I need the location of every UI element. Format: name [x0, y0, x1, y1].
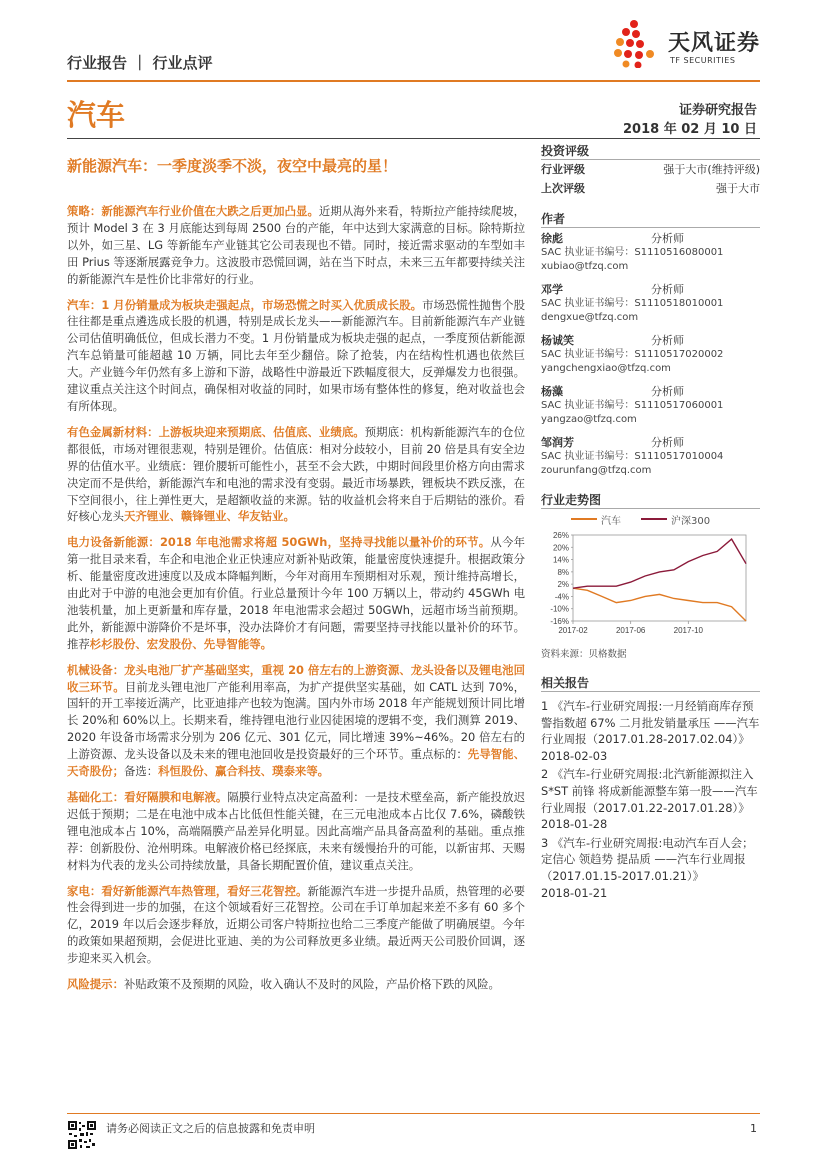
author-email[interactable]: yangchengxiao@tfzq.com: [541, 363, 671, 374]
related-report-date: 2018-01-21: [541, 885, 608, 900]
logo-dots-icon: [612, 18, 662, 68]
chart-source: 资料来源：贝格数据: [541, 649, 627, 660]
author-email[interactable]: yangzao@tfzq.com: [541, 414, 637, 425]
paragraph-text: 备选：: [123, 764, 159, 779]
chart-title: 行业走势图: [541, 491, 760, 509]
body-paragraph: [67, 789, 525, 874]
x-tick-label: 2017-02: [558, 626, 588, 635]
series-line-hs300: [573, 539, 746, 588]
paragraph-lead: 电力设备新能源：2018 年电池需求将超 50GWh，坚持寻找能以量补价的环节。: [67, 535, 491, 550]
brand-logo: [612, 18, 762, 76]
authors-title: 作者: [541, 210, 760, 228]
rating-row: [541, 179, 760, 198]
rating-label: 上次评级: [541, 182, 585, 195]
author-license: SAC 执业证书编号：S1110517020002: [541, 349, 724, 360]
legend-label: 汽车: [601, 515, 621, 527]
report-headline: 新能源汽车：一季度淡季不淡，夜空中最亮的星！: [67, 157, 398, 175]
author-card: [541, 279, 760, 330]
body-paragraph: [67, 534, 525, 652]
body-paragraph: [67, 976, 525, 993]
paragraph-emphasis: 先导智能、天奇股份；: [67, 747, 525, 779]
author-card: [541, 228, 760, 279]
y-tick-label: -4%: [554, 592, 569, 602]
related-report-link[interactable]: 3 《汽车-行业研究周报:电动汽车百人会；定信心 领趋势 提品质 ——汽车行业周报（2017.01.15-2017.01.21）》: [541, 835, 754, 883]
sidebar: [541, 142, 760, 903]
author-card: [541, 330, 760, 381]
legend-label: 沪深300: [671, 515, 711, 527]
y-tick-label: 2%: [557, 580, 569, 590]
paragraph-emphasis: 杉杉股份、宏发股份、先导智能等。: [89, 636, 273, 651]
y-tick-label: 14%: [552, 555, 569, 565]
author-license: SAC 执业证书编号：S1110517060001: [541, 400, 724, 411]
y-tick-label: 20%: [552, 543, 569, 553]
series-line-auto: [573, 588, 746, 621]
x-tick-label: 2017-06: [615, 626, 646, 635]
author-name: 杨诚笑: [541, 334, 574, 347]
brand-name: 天风证券: [668, 31, 761, 56]
paragraph-text: 目前龙头锂电池厂产能利用率高，为扩产提供坚实基础，如 CATL 达到 70%，国轩的开工率接近满产，比亚迪排产也较为饱满。国内外市场 2018 年产能规划预计同比增长 20%和 60%以上。长期来看，维持锂电池行业囚徒困境的逻辑不变，我们测算 2019、2020 年设备市场需求分别为 206 亿元、301 亿元，同比增速 39%~46%。20 倍左右的上游资源、龙头设备以及未来的锂电池回收是投资最好的三个环节。重点标的：: [67, 679, 525, 762]
author-role: 分析师: [651, 385, 684, 398]
body-paragraph: [67, 297, 525, 415]
author-name: 邹润芳: [541, 436, 574, 449]
author-name: 邓学: [541, 283, 563, 296]
body-paragraph: [67, 662, 525, 780]
author-card: [541, 381, 760, 432]
brand-name-en: TF SECURITIES: [670, 56, 736, 65]
rating-value: 强于大市(维持评级): [663, 163, 760, 176]
legend-item-auto: [571, 512, 621, 527]
paragraph-lead: 机械设备：龙头电池厂扩产基础坚实，重视 20 倍左右的上游资源、龙头设备以及锂电池回收三环节。: [67, 662, 525, 694]
body-paragraph: [67, 883, 525, 968]
page-number: 1: [750, 1122, 757, 1135]
rating-row: [541, 160, 760, 179]
paragraph-text: 预期底：机构新能源汽车的仓位都很低，市场对锂很悲观，特别是锂价。估值底：相对分歧较小，目前 20 倍是具有安全边界的估值水平。业绩底：锂价腰斩可能性小，甚至不会大跌，中期时间段里价格方向由需求决定而不是供给，新能源汽车和电池的需求没有变弱。最近市场暴跌，锂板块不跌反涨，在下空间很小，往上弹性更大，是超额收益的来源。钴的收益机会将来自于后期钴的涨价。看好核心龙头: [67, 424, 525, 524]
qr-code-icon[interactable]: [67, 1120, 97, 1150]
paragraph-text: 从今年第一批目录来看，车企和电池企业正快速应对新补贴政策，能量密度快速提升。根据政策分析、能量密度改进速度以及成本降幅判断，今年对商用车预期相对乐观，预计维持高增长，由此对于中游的电池会更加有价值。行业总量预计今年 100 万辆以上，带动约 45GWh 电池装机量，加上更新量和库存量，2018 年电池需求会超过 50GWh，远超市场当前预期。此外，新能源中游降价不是坏事，没办法降价才有问题，需要坚持寻找能以量补价的环节。推荐: [67, 535, 525, 651]
chart-legend: [541, 509, 760, 529]
footer-disclaimer: 请务必阅读正文之后的信息披露和免责申明: [106, 1122, 315, 1135]
related-title: 相关报告: [541, 674, 760, 692]
y-tick-label: 8%: [557, 567, 569, 577]
rating-label: 行业评级: [541, 163, 585, 176]
y-tick-label: 26%: [552, 531, 569, 540]
trend-chart: [541, 529, 760, 639]
report-category: 行业报告 ｜ 行业点评: [67, 54, 213, 72]
author-license: SAC 执业证书编号：S1110516080001: [541, 247, 724, 258]
chart-frame: [573, 535, 746, 621]
title-divider: [67, 138, 760, 139]
author-license: SAC 执业证书编号：S1110518010001: [541, 298, 724, 309]
legend-swatch: [641, 518, 667, 520]
paragraph-emphasis: 天齐锂业、赣锋锂业、华友钴业。: [123, 509, 295, 524]
report-type: 证券研究报告: [678, 103, 757, 118]
related-report-link[interactable]: 1 《汽车-行业研究周报:一月经销商库存预警指数超 67% 二月批发销量承压 ——汽车行业周报（2017.01.28-2017.02.04）》: [541, 699, 760, 747]
author-role: 分析师: [651, 232, 684, 245]
rating-value: 强于大市: [716, 182, 760, 195]
y-tick-label: -10%: [550, 604, 569, 614]
author-role: 分析师: [651, 334, 684, 347]
legend-item-hs300: [641, 512, 710, 527]
paragraph-lead: 风险提示：: [67, 977, 124, 992]
author-name: 徐彪: [541, 232, 563, 245]
related-report-link[interactable]: 2 《汽车-行业研究周报:北汽新能源拟注入 S*ST 前锋 将成新能源整车第一股——汽车行业周报（2017.01.22-2017.01.28）》: [541, 767, 758, 815]
body-paragraph: [67, 424, 525, 525]
author-card: [541, 432, 760, 483]
report-body: [67, 203, 525, 1002]
sector-title: 汽车: [67, 98, 126, 132]
trend-chart-section: [541, 491, 760, 660]
paragraph-text: 新能源汽车进一步提升品质，热管理的必要性会得到进一步的加强，在这个领域看好三花智控。公司在手订单加起来差不多有 60 多个亿，2019 年以后会逐步释放，近期公司客户特斯拉也给二三季度产能做了明确展望。今年的政策如果超预期，会促进比亚迪、美的为公司释放更多业绩。最近两天公司股价回调，逐步迎来买入机会。: [67, 883, 525, 966]
paragraph-emphasis: 科恒股份、赢合科技、璞泰来等。: [158, 764, 330, 779]
paragraph-text: 市场恐慌性抛售个股往往都是重点遴选成长股的机遇，特别是成长龙头——新能源汽车。目前新能源汽车产业链公司估值明确低位，但成长潜力不变。1 月份销量成为板块走强的起点，一季度预估新能源汽车总销量可能超越 10 万辆，同比去年至少翻倍。除了抢装，内在结构性机遇也依然巨大。产业链今年仍然有多上游和下游，战略性中游最近下跌幅度很大，反弹爆发力也很强。建议重点关注这个时间点，确保相对收益的同时，如果市场有整体性的修复，绝对收益也会有所体现。: [67, 297, 525, 413]
paragraph-lead: 策略：新能源汽车行业价值在大跌之后更加凸显。: [67, 204, 319, 218]
report-date: 2018 年 02 月 10 日: [623, 122, 757, 137]
paragraph-lead: 有色金属新材料：上游板块迎来预期底、估值底、业绩底。: [67, 424, 365, 439]
x-tick-label: 2017-10: [673, 626, 704, 635]
paragraph-lead: 汽车：1 月份销量成为板块走强起点，市场恐慌之时买入优质成长股。: [67, 297, 423, 312]
rating-title: 投资评级: [541, 142, 760, 160]
author-email[interactable]: zourunfang@tfzq.com: [541, 465, 652, 476]
author-role: 分析师: [651, 283, 684, 296]
related-report-date: 2018-01-28: [541, 817, 608, 832]
related-report-date: 2018-02-03: [541, 748, 608, 763]
paragraph-lead: 基础化工：看好隔膜和电解液。: [67, 790, 228, 804]
author-email[interactable]: dengxue@tfzq.com: [541, 312, 639, 323]
paragraph-lead: 家电：看好新能源汽车热管理，看好三花智控。: [67, 883, 308, 898]
author-name: 杨藻: [541, 385, 563, 398]
legend-swatch: [571, 518, 597, 520]
related-reports: [541, 698, 760, 901]
y-tick-label: -16%: [550, 617, 569, 626]
author-email[interactable]: xubiao@tfzq.com: [541, 261, 629, 272]
paragraph-text: 近期从海外来看，特斯拉产能持续爬坡，预计 Model 3 在 3 月底能达到每周 2500 台的产能，年中达到大家满意的目标。除特斯拉以外，如三星、LG 等新能车产业链其它公司表现也不错。同时，接近需求驱动的车型如丰田 Prius 等逐渐展露竞争力。这波股市恐慌回调，站在当下时点，未来三五年都要持续关注的新能源汽车是性价比非常好的行业。: [67, 204, 525, 286]
footer-divider: [67, 1113, 760, 1114]
header-divider: [67, 80, 760, 82]
body-paragraph: [67, 203, 525, 288]
paragraph-text: 隔膜行业特点决定高盈利：一是技术壁垒高，新产能投放迟迟低于预期；二是在电池中成本占比低但性能关键，在三元电池成本占比仅 7.6%，磷酸铁锂电池成本占 10%，高端隔膜产品差异化明显。因此高端产品具备高盈利的基础。重点推荐：创新股份、沧州明珠。电解液价格已经探底，未来有缓慢抬升的可能，以新宙邦、天赐材料为代表的龙头公司持续放量，具备长期配置价值，建议重点关注。: [67, 790, 525, 872]
author-license: SAC 执业证书编号：S1110517010004: [541, 451, 724, 462]
paragraph-text: 补贴政策不及预期的风险，收入确认不及时的风险，产品价格下跌的风险。: [123, 977, 500, 992]
author-role: 分析师: [651, 436, 684, 449]
